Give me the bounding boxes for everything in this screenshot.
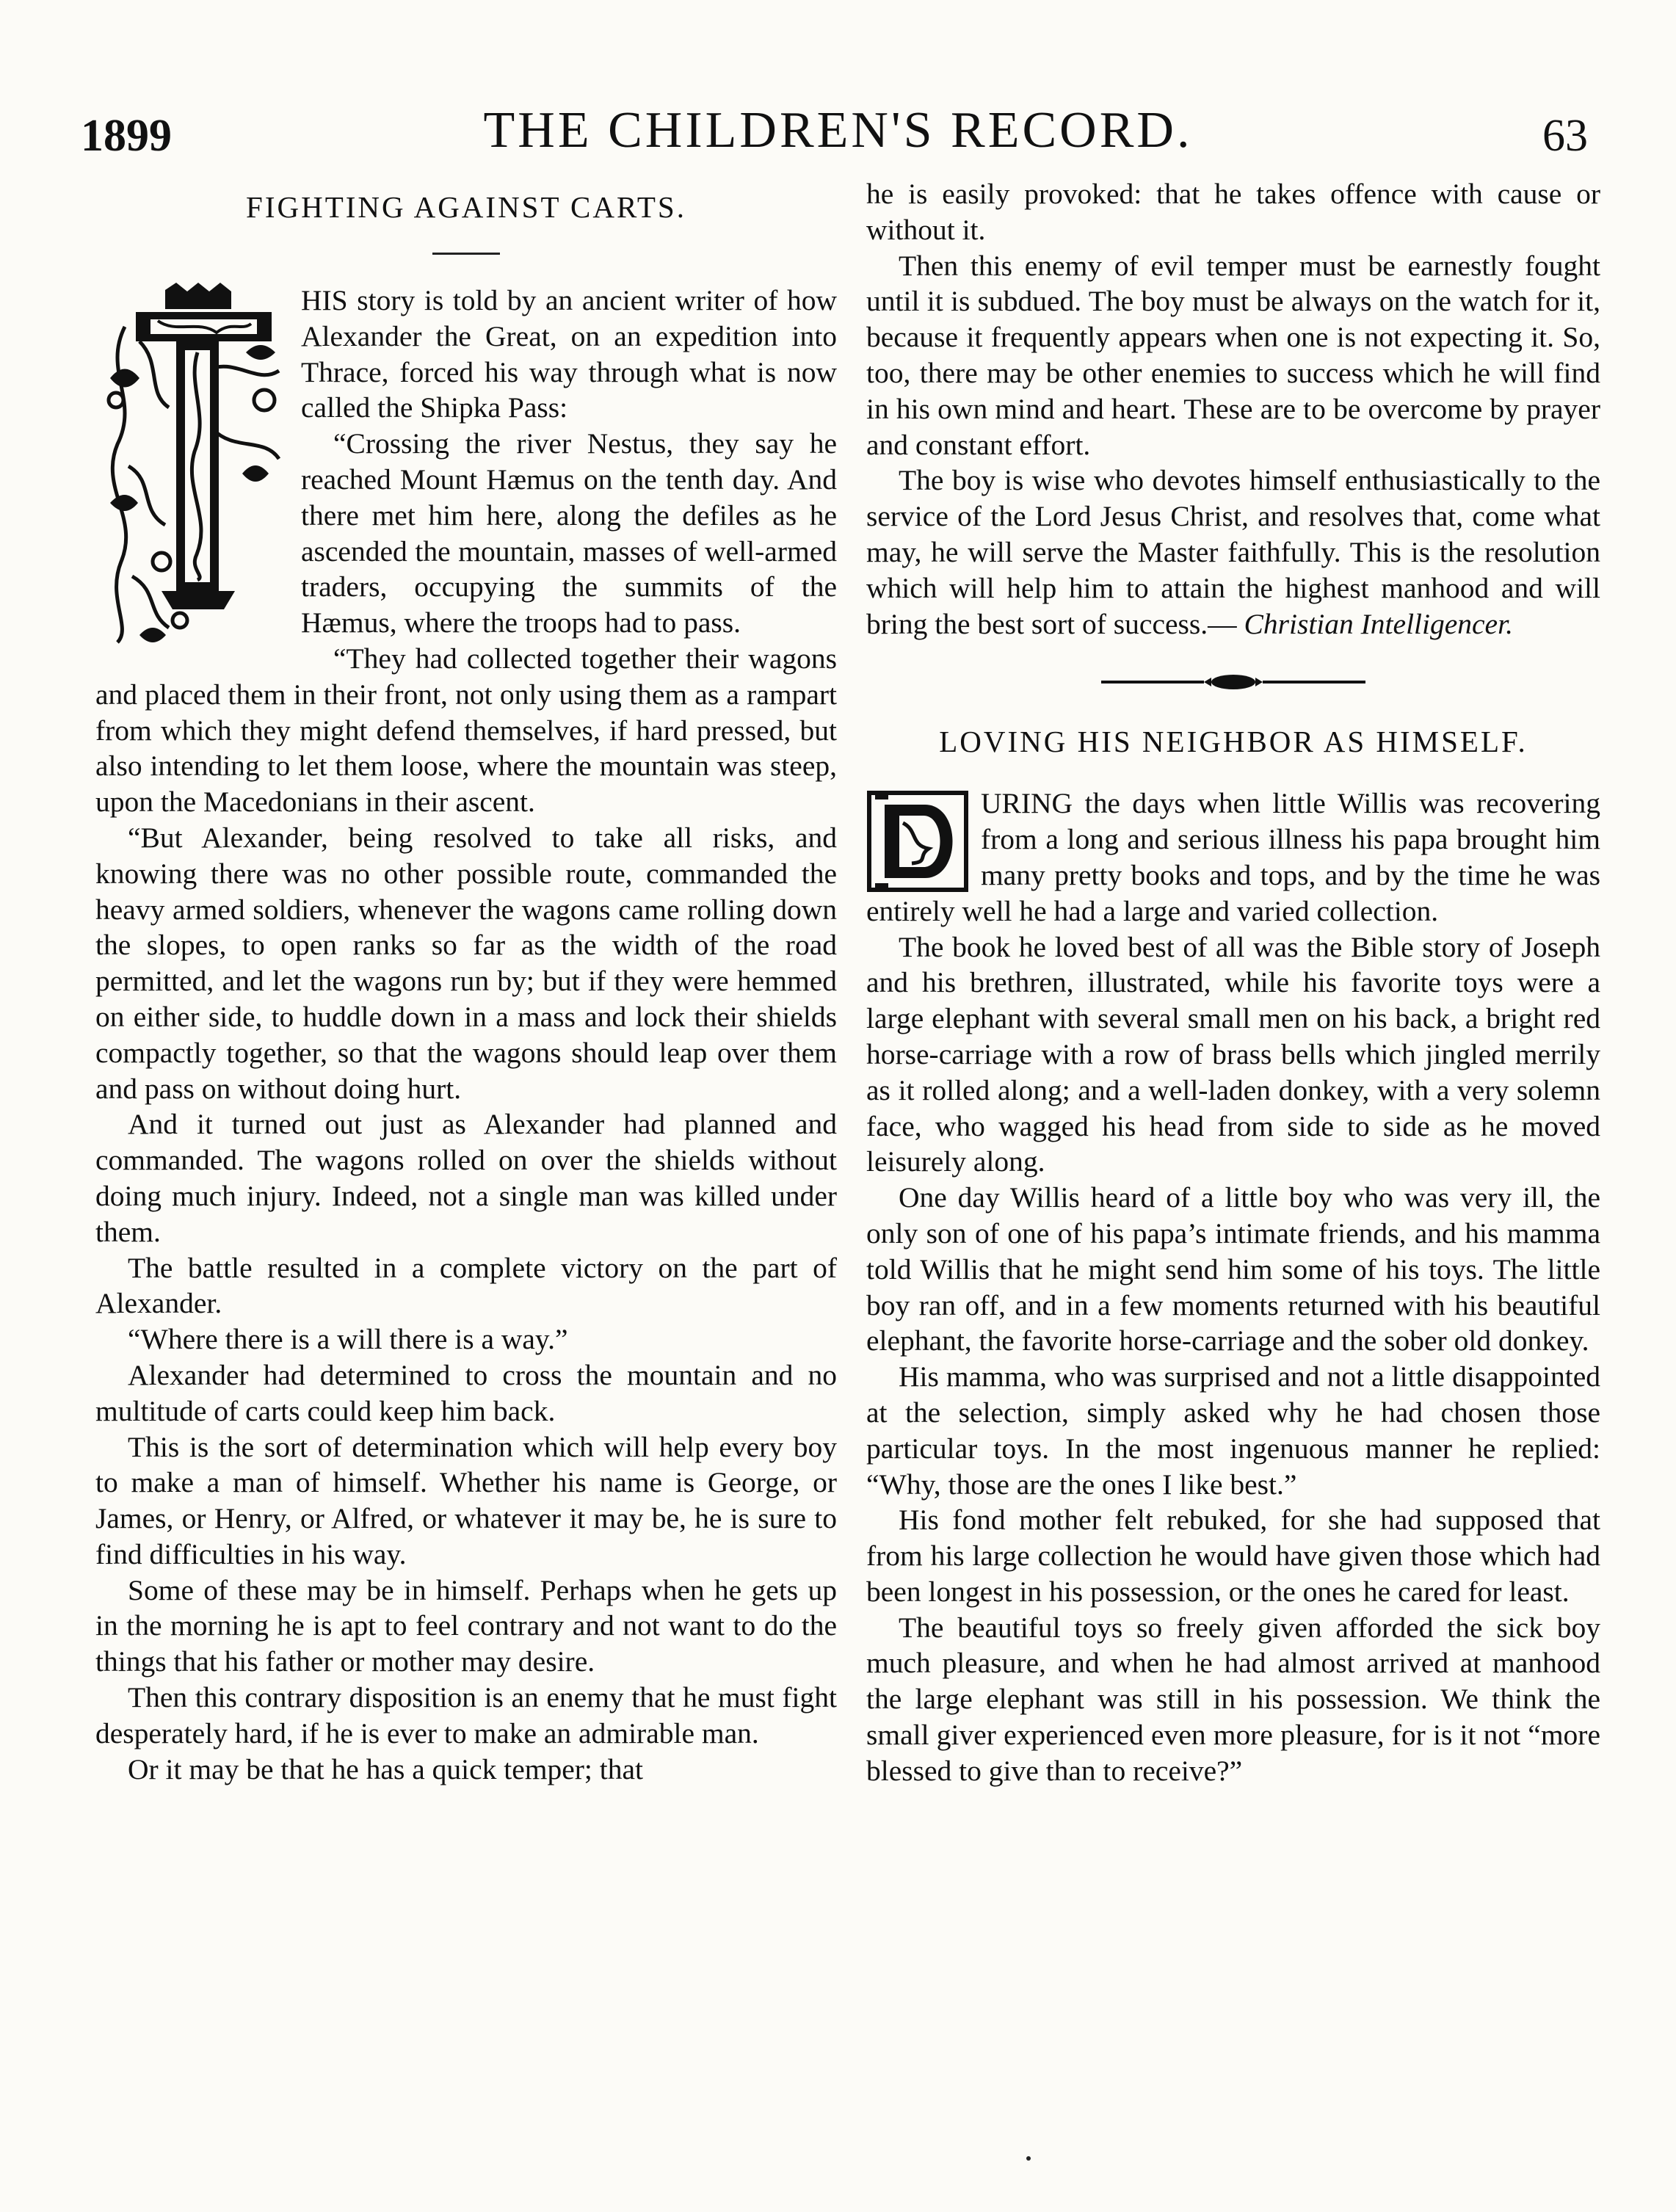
drop-cap-letter: T <box>98 297 99 298</box>
paragraph: Then this enemy of evil temper must be earnestly fought until it is subdued. The boy must be always on the watch for it, because it frequently appears when one is not expecting it. So, too, there may be other enemies to success which he will find in his own mind and heart. These are to be overcome by prayer and constant effort. <box>866 249 1600 461</box>
paragraph: The book he loved best of all was the Bible story of Joseph and his brethren, illustrated, while his favorite toys were a large elephant with several small men on his back, a bright red horse-carriage with a row of brass bells which jingled merrily as it rolled along; and a well-laden donkey, with a very solemn face, who wagged his head from side to side as he moved leisurely along. <box>866 930 1600 1178</box>
paragraph: One day Willis heard of a little boy who was very ill, the only son of one of his papa’s intimate friends, and his mamma told Willis that he might send him some of his toys. The little boy ran off, and in a few moments returned with his beautiful elephant, the favorite horse-carriage and the sober old donkey. <box>866 1181 1600 1357</box>
paragraph: he is easily provoked: that he takes offence with cause or without it. <box>866 178 1600 246</box>
article-title-fighting-against-carts: FIGHTING AGAINST CARTS. <box>246 190 686 224</box>
article-title-loving-his-neighbor: LOVING HIS NEIGHBOR AS HIMSELF. <box>939 725 1528 759</box>
ornamental-drop-cap-d <box>866 790 969 893</box>
paragraph: The beautiful toys so freely given afforded the sick boy much pleasure, and when he had almost arrived at manhood the large elephant was still in his possession. We think the small giver experienced even more pleasure, for is it not “more blessed to give than to receive?” <box>866 1611 1600 1787</box>
paragraph: And it turned out just as Alexander had planned and commanded. The wagons rolled on over the shields without doing much injury. Indeed, not a single man was killed under them. <box>95 1108 837 1248</box>
paragraph: Alexander had determined to cross the mountain and no multitude of carts could keep him back. <box>95 1358 837 1427</box>
paragraph: Or it may be that he has a quick temper; that <box>128 1752 643 1785</box>
attribution: Christian Intelligencer. <box>1244 607 1513 640</box>
section-divider-ornament <box>1101 671 1365 693</box>
paragraph-text: The boy is wise who devotes himself enthusiastically to the service of the Lord Jesus Christ, and resolves that, come what may, he will serve the Master faithfully. This is the resolution which will help him to attain the highest manhood and will bring the best sort of success.— <box>866 464 1600 640</box>
paragraph: Then this contrary disposition is an enemy that he must fight desperately hard, if he is ever to make an admirable man. <box>95 1681 837 1749</box>
paragraph <box>866 463 1600 642</box>
ornamental-drop-cap-t <box>95 283 294 646</box>
title-divider <box>432 253 500 255</box>
paragraph: “But Alexander, being resolved to take all risks, and knowing there was no other possible route, commanded the heavy armed soldiers, whenever the wagons came rolling down the slopes, to open ranks so far as the width of the road permitted, and let the wagons run by; but if they were hemmed on either side, to huddle down in a mass and lock their shields compactly together, so that the wagons should leap over them and pass on without doing hurt. <box>95 821 837 1105</box>
journal-title: THE CHILDREN'S RECORD. <box>483 102 1193 159</box>
paragraph: Some of these may be in himself. Perhaps when he gets up in the morning he is apt to feel contrary and not want to do the things that his father or mother may desire. <box>95 1573 837 1678</box>
footer-mark <box>1026 2156 1031 2161</box>
right-column <box>866 176 1600 1789</box>
paragraph: His mamma, who was surprised and not a little disappointed at the selection, simply asked why he had chosen those particular toys. In the most ingenuous manner he replied: “Why, those are the ones I like best.” <box>866 1360 1600 1501</box>
paragraph: His fond mother felt rebuked, for she had supposed that from his large collection he would have given those which had been longest in his possession, or the ones he cared for least. <box>866 1504 1600 1608</box>
header-year: 1899 <box>81 111 172 161</box>
drop-cap-letter: D <box>866 790 867 791</box>
paragraph: The battle resulted in a complete victory on the part of Alexander. <box>95 1251 837 1320</box>
paragraph: HIS story is told by an ancient writer of how Alexander the Great, on an expedition into Thrace, forced his way through what is now called the Shipka Pass: <box>301 284 837 424</box>
paragraph: URING the days when little Willis was recovering from a long and serious illness his papa brought him many pretty books and tops, and by the time he was entirely well he had a large and varied collection. <box>866 787 1600 927</box>
paragraph: “Crossing the river Nestus, they say he reached Mount Hæmus on the tenth day. And there met him here, along the defiles as he ascended the mountain, masses of well-armed traders, occupying the summits of the Hæmus, where the troops had to pass. <box>301 427 837 639</box>
paragraph: “They had collected together their wagons and placed them in their front, not only using them as a rampart from which they might defend themselves, if hard pressed, but also intending to let them loose, where the mountain was steep, upon the Macedonians in their ascent. <box>95 642 837 819</box>
left-column <box>95 176 837 1787</box>
paragraph: This is the sort of determination which will help every boy to make a man of himself. Whether his name is George, or James, or Henry, or Alfred, or whatever it may be, he is sure to find difficulties in his way. <box>95 1430 837 1570</box>
paragraph: “Where there is a will there is a way.” <box>128 1323 568 1356</box>
page-header <box>0 102 1676 176</box>
page-number: 63 <box>1542 111 1588 161</box>
